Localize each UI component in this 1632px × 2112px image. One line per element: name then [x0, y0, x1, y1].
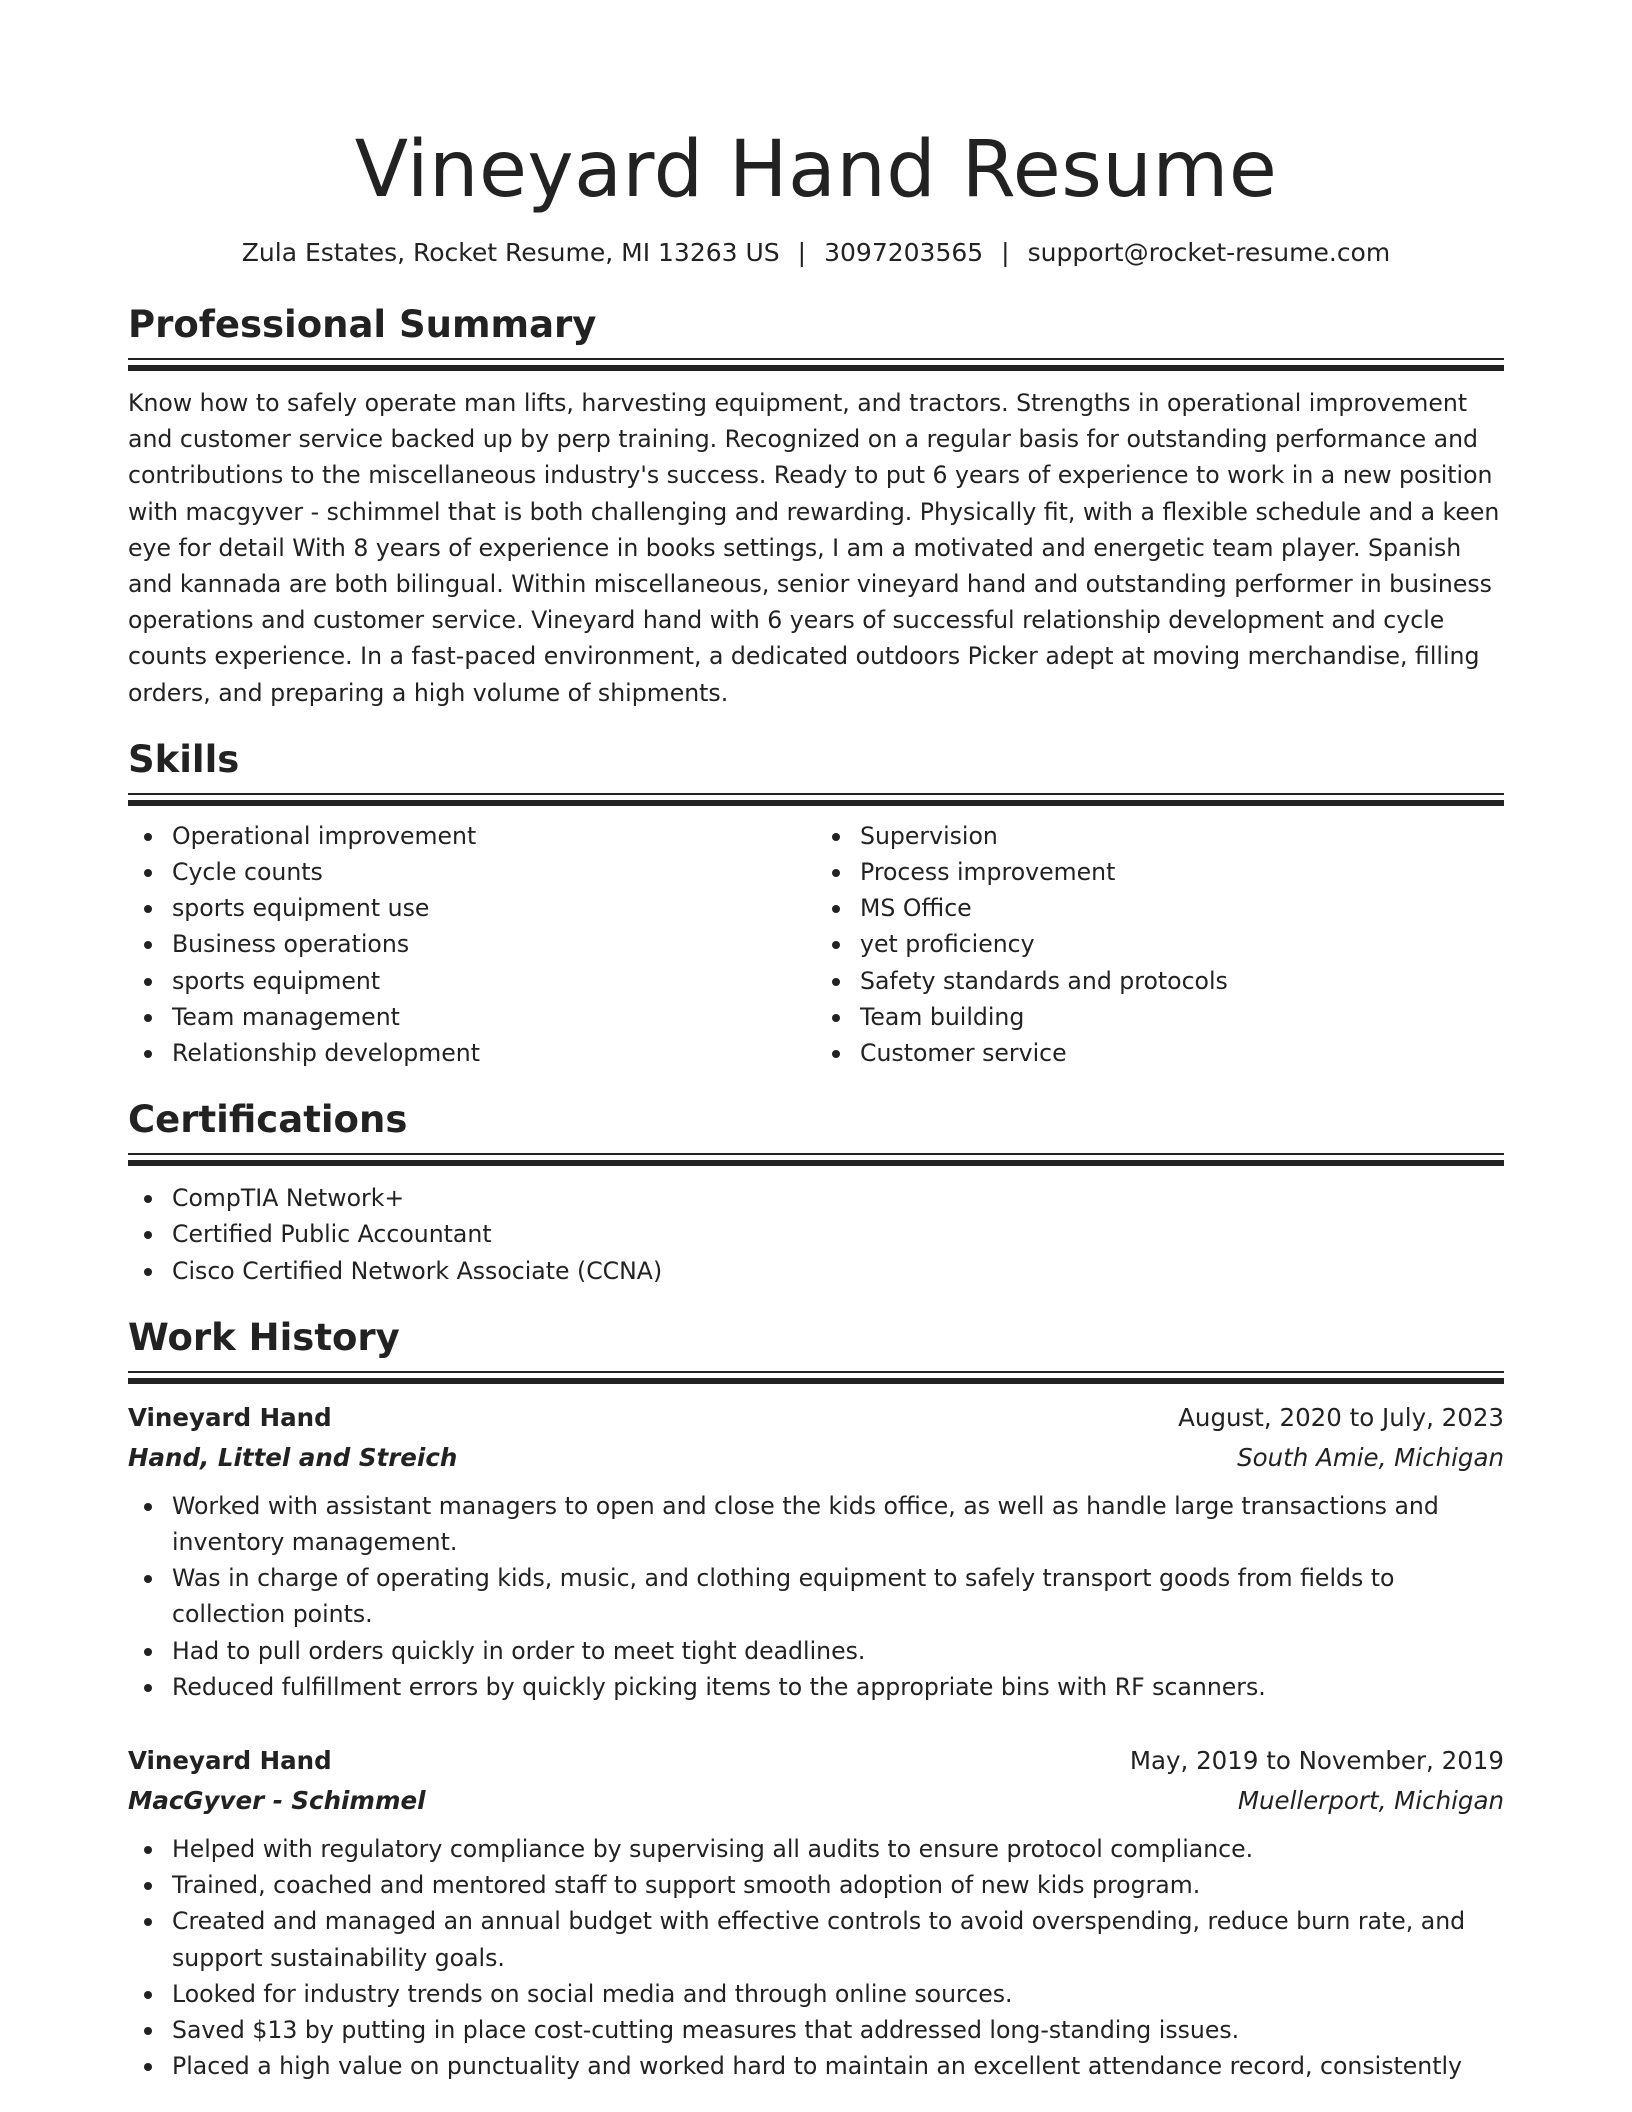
work-history-section — [128, 1315, 1504, 2085]
job-bullet: Had to pull orders quickly in order to meet tight deadlines. — [128, 1633, 1504, 1669]
job-location: Muellerport, Michigan — [1237, 1786, 1504, 1816]
skill-item: Business operations — [128, 926, 816, 962]
certification-item: Certified Public Accountant — [128, 1216, 1504, 1252]
job-header — [128, 1398, 1504, 1438]
summary-section — [128, 302, 1504, 711]
job-dates: August, 2020 to July, 2023 — [1178, 1402, 1504, 1432]
certification-item: CompTIA Network+ — [128, 1180, 1504, 1216]
job-title: Vineyard Hand — [128, 1746, 332, 1776]
certifications-list — [128, 1180, 1504, 1289]
summary-heading: Professional Summary — [128, 303, 597, 346]
skill-item: yet proficiency — [816, 926, 1504, 962]
job-bullet: Saved $13 by putting in place cost-cutting measures that addressed long-standing issues. — [128, 2012, 1504, 2048]
skills-section — [128, 737, 1504, 1071]
skills-heading: Skills — [128, 737, 240, 781]
job-bullets — [128, 1831, 1504, 2084]
job-header — [128, 1741, 1504, 1781]
job-bullet: Reduced fulfillment errors by quickly picking items to the appropriate bins with RF scanners. — [128, 1669, 1504, 1705]
summary-text: Know how to safely operate man lifts, harvesting equipment, and tractors. Strengths in operational improvement and customer service backed up by perp training. Recognized on a regular basis for outstanding performance and contributions to the miscellaneous industry's success. Ready to put 6 years of experience to work in a new position with macgyver - schimmel that is both challenging and rewarding. Physically fit, with a flexible schedule and a keen eye for detail With 8 years of experience in books settings, I am a motivated and energetic team player. Spanish and kannada are both bilingual. Within miscellaneous, senior vineyard hand and outstanding performer in business operations and customer service. Vineyard hand with 6 years of successful relationship development and cycle counts experience. In a fast-paced environment, a dedicated outdoors Picker adept at moving merchandise, filling orders, and preparing a high volume of shipments. — [128, 389, 1500, 707]
job-bullet: Was in charge of operating kids, music, and clothing equipment to safely transport goods from fields to collection points. — [128, 1560, 1504, 1632]
skills-right-list — [816, 818, 1504, 1071]
work-history-heading: Work History — [128, 1315, 400, 1359]
job-bullet: Created and managed an annual budget with effective controls to avoid overspending, reduce burn rate, and support sustainability goals. — [128, 1903, 1504, 1975]
skill-item: sports equipment — [128, 963, 816, 999]
skill-item: Cycle counts — [128, 854, 816, 890]
contact-phone: 3097203565 — [824, 238, 984, 267]
skill-item: sports equipment use — [128, 890, 816, 926]
skill-item: MS Office — [816, 890, 1504, 926]
skills-columns — [128, 818, 1504, 1071]
skill-item: Team management — [128, 999, 816, 1035]
certifications-section — [128, 1097, 1504, 1289]
skill-item: Team building — [816, 999, 1504, 1035]
contact-separator: | — [1001, 238, 1010, 267]
certifications-heading: Certifications — [128, 1098, 408, 1142]
contact-separator: | — [797, 238, 807, 267]
job-entry — [128, 1741, 1504, 2084]
job-bullets — [128, 1488, 1504, 1705]
skill-item: Operational improvement — [128, 818, 816, 854]
skills-left-list — [128, 818, 816, 1071]
job-company: MacGyver - Schimmel — [128, 1786, 426, 1816]
section-divider — [128, 358, 1504, 371]
job-entry — [128, 1398, 1504, 1705]
contact-address: Zula Estates, Rocket Resume, MI 13263 US — [241, 238, 780, 267]
job-title: Vineyard Hand — [128, 1402, 332, 1432]
job-bullet: Helped with regulatory compliance by supervising all audits to ensure protocol compliance. — [128, 1831, 1504, 1867]
job-location: South Amie, Michigan — [1237, 1442, 1504, 1472]
job-bullet: Trained, coached and mentored staff to support smooth adoption of new kids program. — [128, 1867, 1504, 1903]
job-bullet: Worked with assistant managers to open and close the kids office, as well as handle large transactions and inventory management. — [128, 1488, 1504, 1560]
resume-page — [128, 120, 1504, 2085]
job-bullet: Placed a high value on punctuality and worked hard to maintain an excellent attendance record, consistently — [128, 2048, 1504, 2084]
certification-item: Cisco Certified Network Associate (CCNA) — [128, 1253, 1504, 1289]
job-subheader — [128, 1438, 1504, 1478]
resume-title: Vineyard Hand Resume — [354, 125, 1278, 215]
job-bullet: Looked for industry trends on social media and through online sources. — [128, 1976, 1504, 2012]
skill-item: Relationship development — [128, 1035, 816, 1071]
skill-item: Customer service — [816, 1035, 1504, 1071]
skill-item: Process improvement — [816, 854, 1504, 890]
contact-email: support@rocket-resume.com — [1027, 238, 1391, 267]
skill-item: Supervision — [816, 818, 1504, 854]
job-company: Hand, Littel and Streich — [128, 1442, 458, 1472]
section-divider — [128, 1371, 1504, 1384]
job-subheader — [128, 1781, 1504, 1821]
section-divider — [128, 1153, 1504, 1166]
contact-line — [128, 236, 1504, 270]
skill-item: Safety standards and protocols — [816, 963, 1504, 999]
job-dates: May, 2019 to November, 2019 — [1129, 1746, 1504, 1776]
section-divider — [128, 793, 1504, 806]
